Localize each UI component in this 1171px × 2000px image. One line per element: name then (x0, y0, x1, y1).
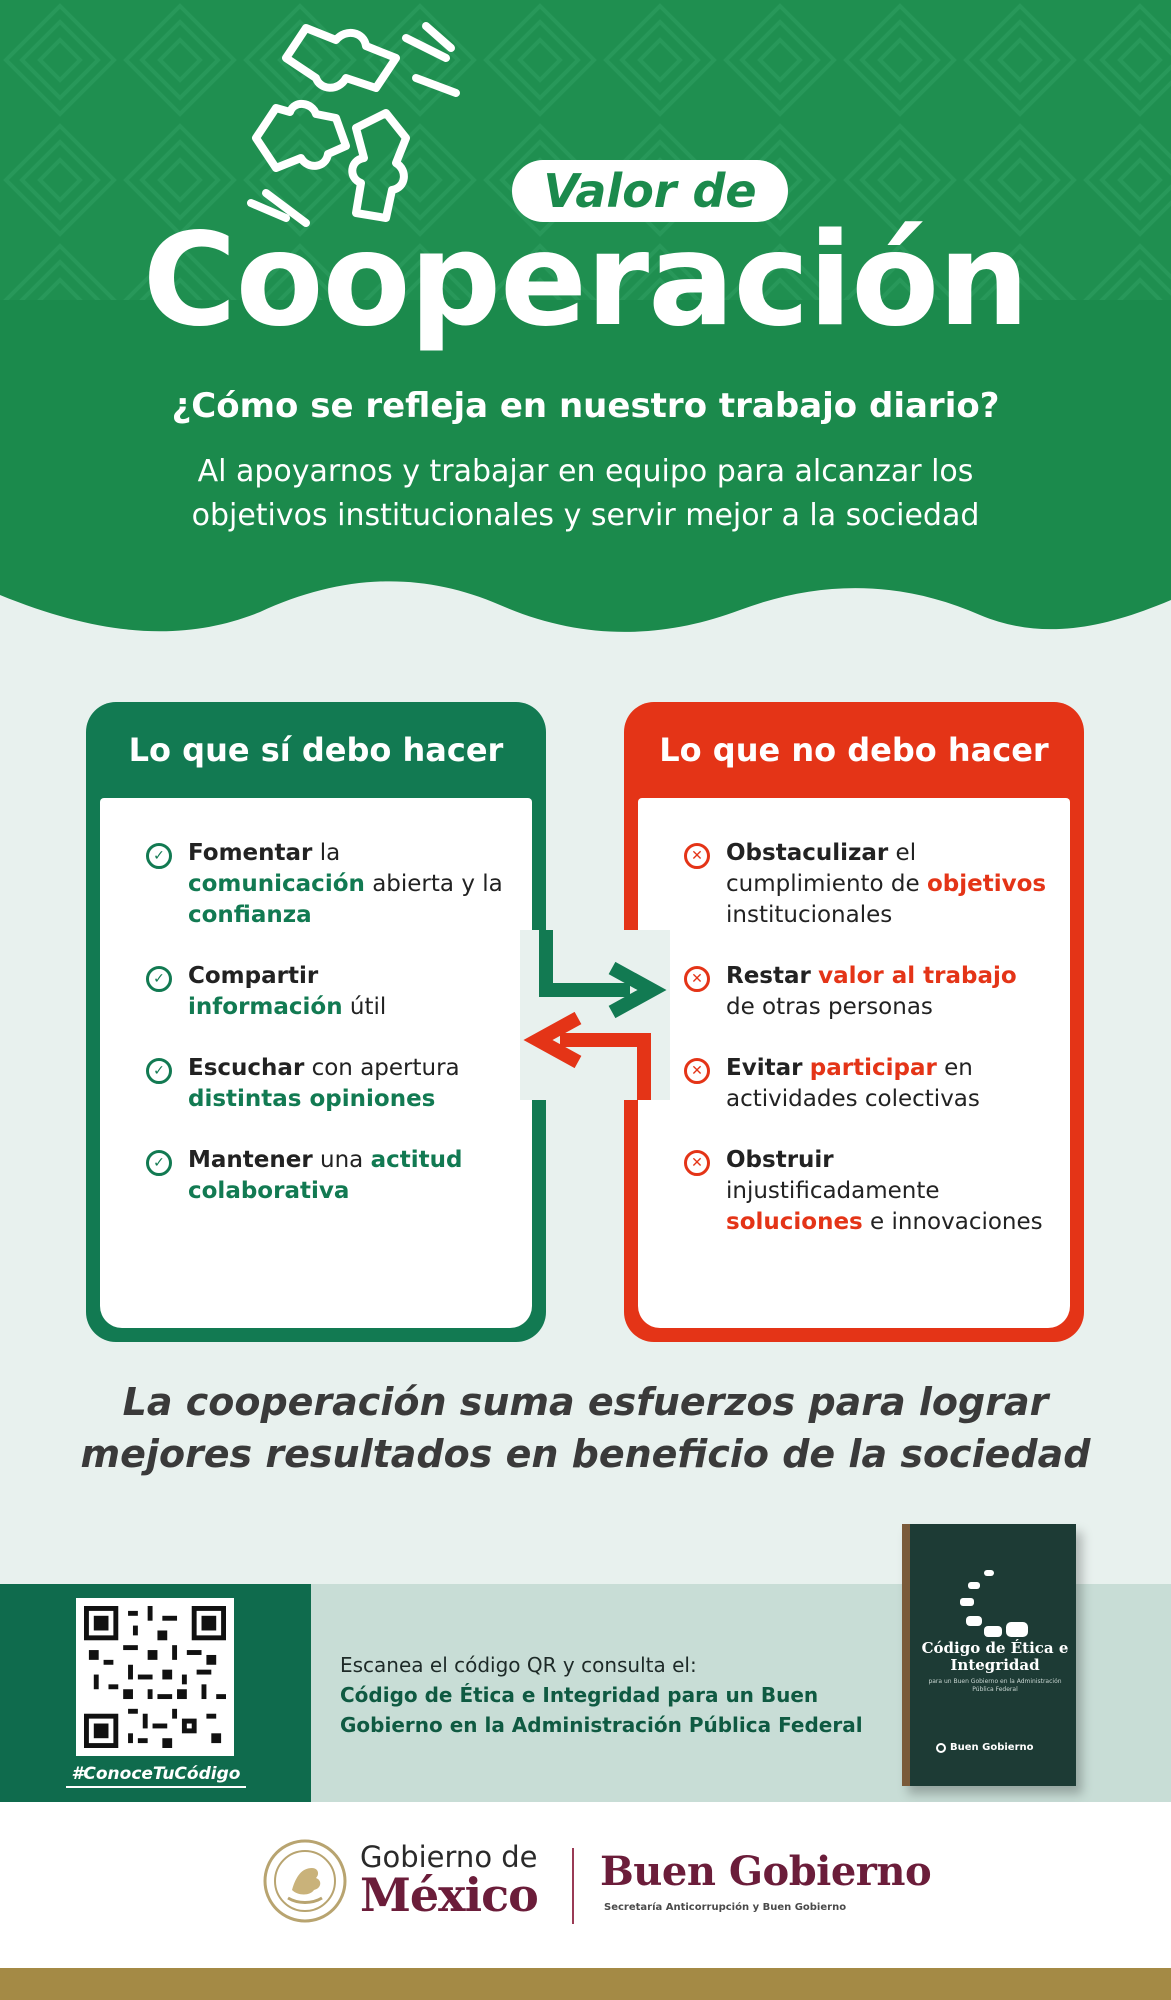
mexico-label: México (360, 1868, 538, 1922)
gobierno-de-label: Gobierno de (360, 1840, 538, 1874)
qr-code-icon (84, 1606, 226, 1748)
scan-instructions (340, 1650, 900, 1740)
cross-icon: ✕ (684, 1058, 710, 1084)
puzzle-hands-icon (246, 18, 466, 233)
bottom-gold-bar (0, 1968, 1171, 2000)
exchange-arrows-icon (520, 930, 670, 1100)
closing-statement (0, 1376, 1171, 1480)
buen-gobierno-logo-icon (936, 1743, 946, 1753)
chat-bubbles-icon (954, 1570, 1034, 1650)
footer (0, 1802, 1171, 1968)
closing-line-1: La cooperación suma esfuerzos para lograr (122, 1380, 1049, 1424)
page-title: Cooperación (142, 206, 1029, 355)
value-label-pill: Valor de (512, 160, 788, 222)
list-item: ✕ Evitar participar en actividades colectivas (684, 1053, 1050, 1115)
list-item: ✓ Escuchar con apertura distintas opiniones (146, 1053, 512, 1115)
book-cover (902, 1524, 1076, 1786)
scan-line: Escanea el código QR y consulta el: (340, 1653, 697, 1677)
qr-code[interactable] (76, 1598, 234, 1756)
do-card-body (100, 798, 532, 1328)
answer-text: Al apoyarnos y trabajar en equipo para alcanzar los objetivos institucionales y servir mejor a la sociedad (191, 454, 980, 533)
list-item: ✓ Compartir información útil (146, 961, 512, 1023)
check-icon: ✓ (146, 1150, 172, 1176)
header (0, 0, 1171, 660)
list-item: ✓ Mantener una actitud colaborativa (146, 1145, 512, 1207)
do-card-title: Lo que sí debo hacer (128, 731, 504, 769)
check-icon: ✓ (146, 843, 172, 869)
list-item: ✓ Fomentar la comunicación abierta y la confianza (146, 838, 512, 931)
qr-panel (0, 1584, 311, 1802)
book-subtitle: para un Buen Gobierno en la Administración Pública Federal (928, 1678, 1062, 1693)
dont-card (624, 702, 1084, 1342)
list-item: ✕ Obstruir injustificadamente soluciones e innovaciones (684, 1145, 1050, 1238)
list-item: ✕ Restar valor al trabajo de otras personas (684, 961, 1050, 1023)
list-item: ✕ Obstaculizar el cumplimiento de objetivos institucionales (684, 838, 1050, 931)
check-icon: ✓ (146, 1058, 172, 1084)
cross-icon: ✕ (684, 843, 710, 869)
hashtag: #ConoceTuCódigo (66, 1764, 246, 1788)
book-brand: Buen Gobierno (950, 1742, 1034, 1753)
buen-gobierno-label: Buen Gobierno (600, 1848, 932, 1895)
closing-line-2: mejores resultados en beneficio de la sociedad (80, 1432, 1091, 1476)
question-heading: ¿Cómo se refleja en nuestro trabajo diario? (171, 386, 1000, 426)
check-icon: ✓ (146, 966, 172, 992)
cross-icon: ✕ (684, 1150, 710, 1176)
code-name: Código de Ética e Integridad para un Buen Gobierno en la Administración Pública Federal (340, 1683, 863, 1737)
footer-divider (572, 1848, 574, 1924)
do-card (86, 702, 546, 1342)
book-title: Código de Ética e Integridad (921, 1639, 1069, 1674)
cross-icon: ✕ (684, 966, 710, 992)
dont-card-body (638, 798, 1070, 1328)
dont-card-title: Lo que no debo hacer (659, 731, 1049, 769)
secretaria-label: Secretaría Anticorrupción y Buen Gobierno (604, 1902, 847, 1913)
coat-of-arms-seal-icon (262, 1838, 348, 1924)
